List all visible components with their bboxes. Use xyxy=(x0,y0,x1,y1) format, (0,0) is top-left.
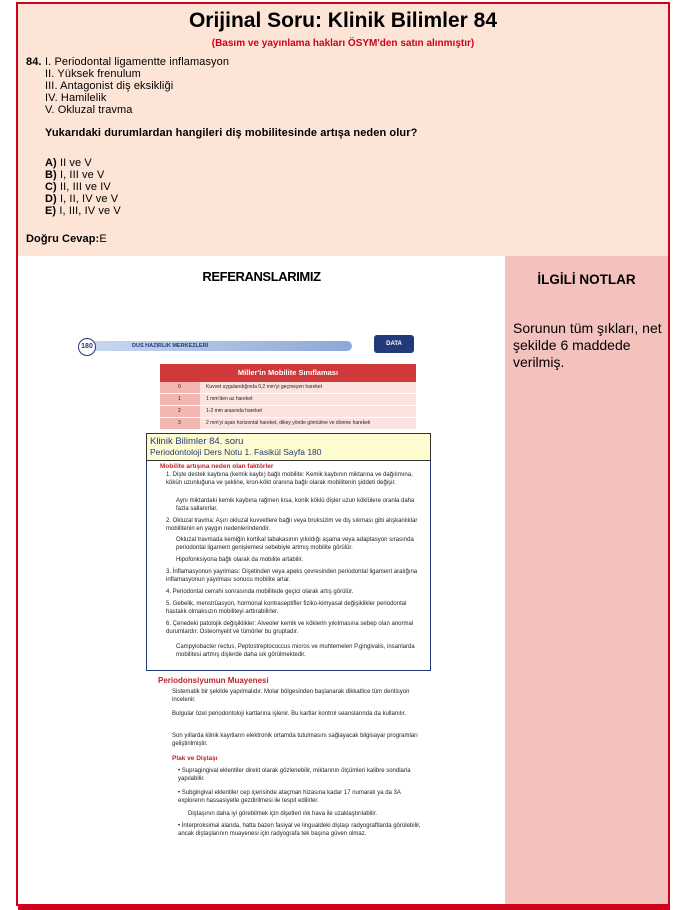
factor-2-note-2: Hipofonksiyona bağlı olarak da mobilite artabilir. xyxy=(176,557,304,563)
reference-callout xyxy=(146,433,431,461)
book-header-band xyxy=(92,341,352,351)
plaque-heading: Plak ve Diştaşı xyxy=(172,755,218,762)
plaque-text-2: • Subgingival eklentiler cep içerisinde ataçman hizasına kadar 17 numaralı ya da 3A explorerın hassasiyetle gezdirilmesi ile tespit edilirler. xyxy=(178,790,401,804)
factor-4: 4. Periodontal cerrahi sonrasında mobilitede geçici olarak artış görülür. xyxy=(166,589,354,595)
plaque-text-2-note: Diştaşının daha iyi görebilmek için dişetleri ılık hava ile uzaklaştırılabilir. xyxy=(188,811,378,817)
exam-text-3: Son yıllarda klinik kayıtların elektronik ortamda tutulmasını sağlayacak bilgisayar programları geliştirilmiştir. xyxy=(172,733,418,747)
book-page-number: 180 xyxy=(78,338,96,356)
correct-answer-label: Doğru Cevap: xyxy=(26,233,100,245)
table-row xyxy=(160,382,416,394)
table-row xyxy=(160,406,416,418)
answer-option xyxy=(45,181,111,193)
option-text: I, II, IV ve V xyxy=(59,193,119,205)
answer-option xyxy=(45,205,121,217)
factor-1: 1. Dişte destek kaybına (kemik kaybı) bağlı mobilite: Kemik kaybının miktarına ve dağılımına, kökün uzunluğuna ve şekline, kron-kökt oranına bağlı olarak mobilitenin şiddeti değişir. xyxy=(166,472,413,486)
plaque-text-1: • Supragingival eklentiler direkt olarak gözlenebilir, miktarının ölçümleri kalibre sondlarla yapılabilir. xyxy=(178,768,411,782)
notes-title: İLGİLİ NOTLAR xyxy=(537,272,636,287)
factor-6: 6. Çenedeki patolojik değişiklikler: Alveoler kemik ve köklerin yıkılmasına sebep olan anormal durumlardır. Osteomyelit ve tümörler bu gruptadır. xyxy=(166,621,414,635)
option-text: I, III ve V xyxy=(59,169,105,181)
exam-text-1: Sistematik bir şekilde yapılmalıdır. Molar bölgesinden başlanarak dikkatlice tüm dentisyon incelenir. xyxy=(172,689,410,703)
option-letter: C) xyxy=(45,181,57,193)
exam-text-2: Bulgular özel periodontoloji kartlarına işlenir. Bu kartlar kontrol seanslarında da kullanılır. xyxy=(172,711,407,717)
copyright-note: (Basım ve yayınlama hakları ÖSYM'den satın alınmıştır) xyxy=(211,38,475,49)
factor-1-note: Aynı miktardaki kemik kaybına rağmen kısa, konik köklü dişler uzun köklülere oranla daha fazla sallanırlar. xyxy=(176,498,415,512)
question-item: V. Okluzal travma xyxy=(45,104,133,116)
correct-answer-value: E xyxy=(99,233,107,245)
references-title: REFERANSLARIMIZ xyxy=(202,269,321,284)
factor-2: 2. Okluzal travma: Aşırı okluzal kuvvetlere bağlı veya bruksizim ve diş sıkması gibi alışkanlıklar mobilitenin en yaygın nedenlerindendir. xyxy=(166,518,418,532)
answer-option xyxy=(45,193,118,205)
mobility-table xyxy=(160,364,416,430)
table-cell-grade: 3 xyxy=(160,418,200,429)
callout-line-1: Klinik Bilimler 84. soru xyxy=(150,436,244,447)
table-cell-desc: 1-2 mm arasında hareket xyxy=(200,406,416,417)
page-title: Orijinal Soru: Klinik Bilimler 84 xyxy=(188,9,498,32)
publisher-logo: DATA xyxy=(374,335,414,353)
exam-heading: Periodonsiyumun Muayenesi xyxy=(158,676,269,685)
correct-answer xyxy=(26,233,107,245)
option-letter: D) xyxy=(45,193,57,205)
option-letter: E) xyxy=(45,205,57,217)
question-item: I. Periodontal ligamentte inflamasyon xyxy=(45,56,230,68)
question-number: 84. xyxy=(26,56,42,68)
option-letter: B) xyxy=(45,169,57,181)
table-row xyxy=(160,394,416,406)
question-item: III. Antagonist diş eksikliği xyxy=(45,80,174,92)
reference-book-page xyxy=(48,308,488,904)
factor-2-note: Okluzal travmada kemiğin kortikal tabakasının yıkıldığı aşama veya adaptasyon sırasında periodontal ligament genişlemesi sebebiyle artmış mobilite görülür. xyxy=(176,537,414,551)
option-text: I, III, IV ve V xyxy=(59,205,121,217)
factors-heading: Mobilite artışına neden olan faktörler xyxy=(160,463,274,470)
bottom-border xyxy=(18,904,670,910)
option-text: II, III ve IV xyxy=(59,181,111,193)
question-stem: Yukarıdaki durumlardan hangileri diş mobilitesinde artışa neden olur? xyxy=(45,127,418,139)
table-cell-desc: Kuvvet uygulandığında 0,2 mm'yi geçmeyen hareket xyxy=(200,382,416,393)
question-item: IV. Hamilelik xyxy=(45,92,107,104)
answer-option xyxy=(45,157,92,169)
book-header-label: DUS HAZIRLIK MERKEZLERİ xyxy=(132,343,209,349)
factor-6-note: Campylobacter rectus, Peptostreptococcus micros ve muhtemelen P.gingivalis, insanlarda mobilitesi artmış dişlerde daha sık görülmektedir. xyxy=(176,644,415,658)
table-row xyxy=(160,418,416,430)
table-cell-grade: 2 xyxy=(160,406,200,417)
factor-3: 3. İnflamasyonun yayılması: Dişetinden veya apeks çevresinden periodontal ligament aralığına inflamasyonun yayılması sonucu mobilite artar. xyxy=(166,569,418,583)
answer-option xyxy=(45,169,104,181)
highlight-box xyxy=(146,461,431,671)
callout-line-2: Periodontoloji Ders Notu 1. Fasikül Sayfa 180 xyxy=(150,447,322,457)
option-letter: A) xyxy=(45,157,57,169)
table-cell-grade: 1 xyxy=(160,394,200,405)
question-item: II. Yüksek frenulum xyxy=(45,68,141,80)
plaque-text-3: • İnterproksimal alanda, hatta bazen fasiyal ve lingualdeki diştaşı radyograftlarda görülebilir, ancak diştaşlarının muayenesi için radyografa tek başına güven olmaz. xyxy=(178,823,421,837)
table-cell-desc: 2 mm'yi aşan horizontal hareket, dikey yönde gömülme ve dönme hareketi xyxy=(200,418,416,429)
factor-5: 5. Gebelik, menstrüasyon, hormonal kontraseptifler fiziko-kimyasal değişiklikler periodontal hastalık olmaksızın mobiliteyi arttırabilirler. xyxy=(166,601,407,615)
table-cell-grade: 0 xyxy=(160,382,200,393)
notes-text: Sorunun tüm şıkları, net şekilde 6 maddede verilmiş. xyxy=(513,320,662,370)
table-cell-desc: 1 mm'den az hareket xyxy=(200,394,416,405)
option-text: II ve V xyxy=(59,157,92,169)
mobility-table-title: Miller'in Mobilite Sınıflaması xyxy=(160,364,416,382)
